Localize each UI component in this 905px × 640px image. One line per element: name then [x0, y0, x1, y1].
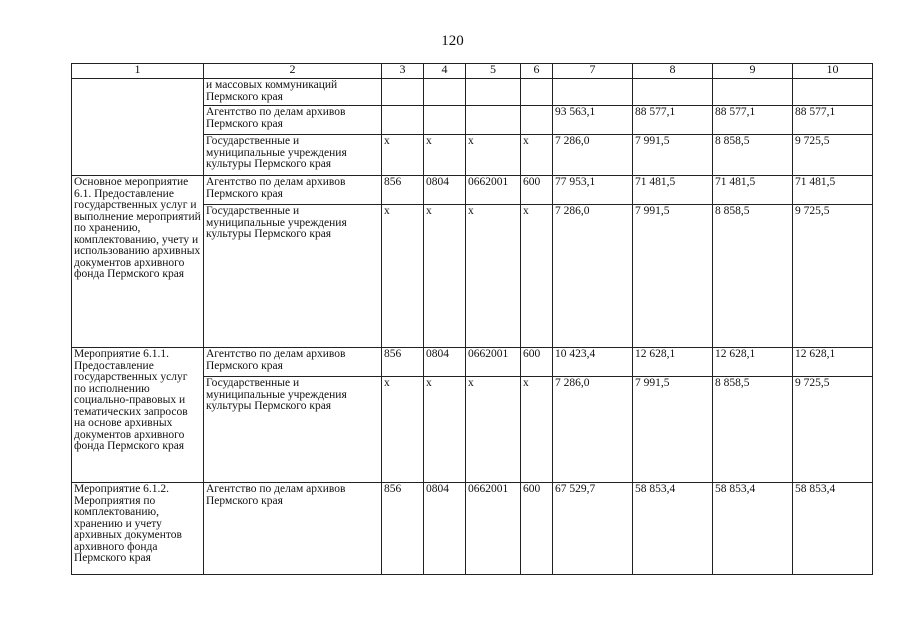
agency-cell: Государственные и муниципальные учреждения культуры Пермского края	[204, 377, 382, 483]
amount-cell: 7 286,0	[553, 135, 633, 176]
code-cell	[382, 106, 424, 135]
amount-cell	[793, 79, 873, 106]
table-row	[72, 483, 873, 575]
code-cell: 0662001	[466, 483, 521, 575]
code-cell: х	[521, 135, 553, 176]
code-cell: х	[382, 205, 424, 348]
amount-cell: 9 725,5	[793, 135, 873, 176]
amount-cell: 12 628,1	[793, 348, 873, 377]
table-row	[72, 79, 873, 106]
code-cell: 600	[521, 348, 553, 377]
amount-cell: 7 286,0	[553, 205, 633, 348]
code-cell: 600	[521, 483, 553, 575]
amount-cell: 8 858,5	[713, 205, 793, 348]
code-cell	[466, 79, 521, 106]
amount-cell	[553, 79, 633, 106]
code-cell: х	[466, 377, 521, 483]
code-cell	[521, 79, 553, 106]
amount-cell: 71 481,5	[633, 176, 713, 205]
amount-cell: 10 423,4	[553, 348, 633, 377]
amount-cell: 71 481,5	[793, 176, 873, 205]
agency-cell: и массовых коммуникаций Пермского края	[204, 79, 382, 106]
header-cell: 6	[521, 64, 553, 79]
header-cell: 10	[793, 64, 873, 79]
code-cell: 0662001	[466, 176, 521, 205]
amount-cell: 12 628,1	[633, 348, 713, 377]
code-cell: 856	[382, 176, 424, 205]
activity-cell: Мероприятие 6.1.2. Мероприятия по комплектованию, хранению и учету архивных документов архивного фонда Пермского края	[72, 483, 204, 575]
header-cell: 5	[466, 64, 521, 79]
amount-cell: 9 725,5	[793, 205, 873, 348]
header-cell: 7	[553, 64, 633, 79]
budget-table	[71, 63, 873, 575]
activity-cell: Мероприятие 6.1.1. Предоставление государственных услуг по исполнению социально-правовых и тематических запросов на основе архивных документов архивного фонда Пермского края	[72, 348, 204, 483]
code-cell: 0804	[424, 176, 466, 205]
amount-cell: 88 577,1	[793, 106, 873, 135]
code-cell: х	[382, 135, 424, 176]
amount-cell: 8 858,5	[713, 135, 793, 176]
amount-cell: 7 991,5	[633, 377, 713, 483]
code-cell: 0804	[424, 483, 466, 575]
agency-cell: Агентство по делам архивов Пермского края	[204, 176, 382, 205]
amount-cell: 58 853,4	[633, 483, 713, 575]
code-cell: 856	[382, 483, 424, 575]
table-row	[72, 348, 873, 377]
amount-cell: 58 853,4	[713, 483, 793, 575]
amount-cell: 7 286,0	[553, 377, 633, 483]
code-cell: х	[424, 377, 466, 483]
table-header-row	[72, 64, 873, 79]
header-cell: 4	[424, 64, 466, 79]
amount-cell: 7 991,5	[633, 205, 713, 348]
header-cell: 2	[204, 64, 382, 79]
code-cell: х	[466, 205, 521, 348]
code-cell: х	[382, 377, 424, 483]
code-cell: 600	[521, 176, 553, 205]
amount-cell: 77 953,1	[553, 176, 633, 205]
code-cell: х	[424, 135, 466, 176]
amount-cell: 67 529,7	[553, 483, 633, 575]
amount-cell: 88 577,1	[633, 106, 713, 135]
header-cell: 3	[382, 64, 424, 79]
code-cell	[466, 106, 521, 135]
agency-cell: Агентство по делам архивов Пермского края	[204, 348, 382, 377]
code-cell: х	[424, 205, 466, 348]
amount-cell: 58 853,4	[793, 483, 873, 575]
amount-cell: 93 563,1	[553, 106, 633, 135]
amount-cell	[713, 79, 793, 106]
amount-cell: 71 481,5	[713, 176, 793, 205]
code-cell: х	[466, 135, 521, 176]
code-cell	[382, 79, 424, 106]
amount-cell	[633, 79, 713, 106]
activity-cell: Основное мероприятие 6.1. Предоставление государственных услуг и выполнение мероприятий по хранению, комплектованию, учету и использованию архивных документов архивного фонда Пермского края	[72, 176, 204, 348]
agency-cell: Агентство по делам архивов Пермского края	[204, 106, 382, 135]
code-cell	[521, 106, 553, 135]
header-cell: 1	[72, 64, 204, 79]
code-cell: 0662001	[466, 348, 521, 377]
code-cell: 856	[382, 348, 424, 377]
activity-cell	[72, 79, 204, 176]
code-cell	[424, 106, 466, 135]
amount-cell: 9 725,5	[793, 377, 873, 483]
table-row	[72, 176, 873, 205]
amount-cell: 12 628,1	[713, 348, 793, 377]
agency-cell: Государственные и муниципальные учреждения культуры Пермского края	[204, 205, 382, 348]
header-cell: 9	[713, 64, 793, 79]
amount-cell: 7 991,5	[633, 135, 713, 176]
amount-cell: 88 577,1	[713, 106, 793, 135]
code-cell: х	[521, 205, 553, 348]
code-cell: 0804	[424, 348, 466, 377]
agency-cell: Государственные и муниципальные учреждения культуры Пермского края	[204, 135, 382, 176]
page-number: 120	[441, 33, 464, 49]
header-cell: 8	[633, 64, 713, 79]
agency-cell: Агентство по делам архивов Пермского края	[204, 483, 382, 575]
code-cell	[424, 79, 466, 106]
amount-cell: 8 858,5	[713, 377, 793, 483]
code-cell: х	[521, 377, 553, 483]
